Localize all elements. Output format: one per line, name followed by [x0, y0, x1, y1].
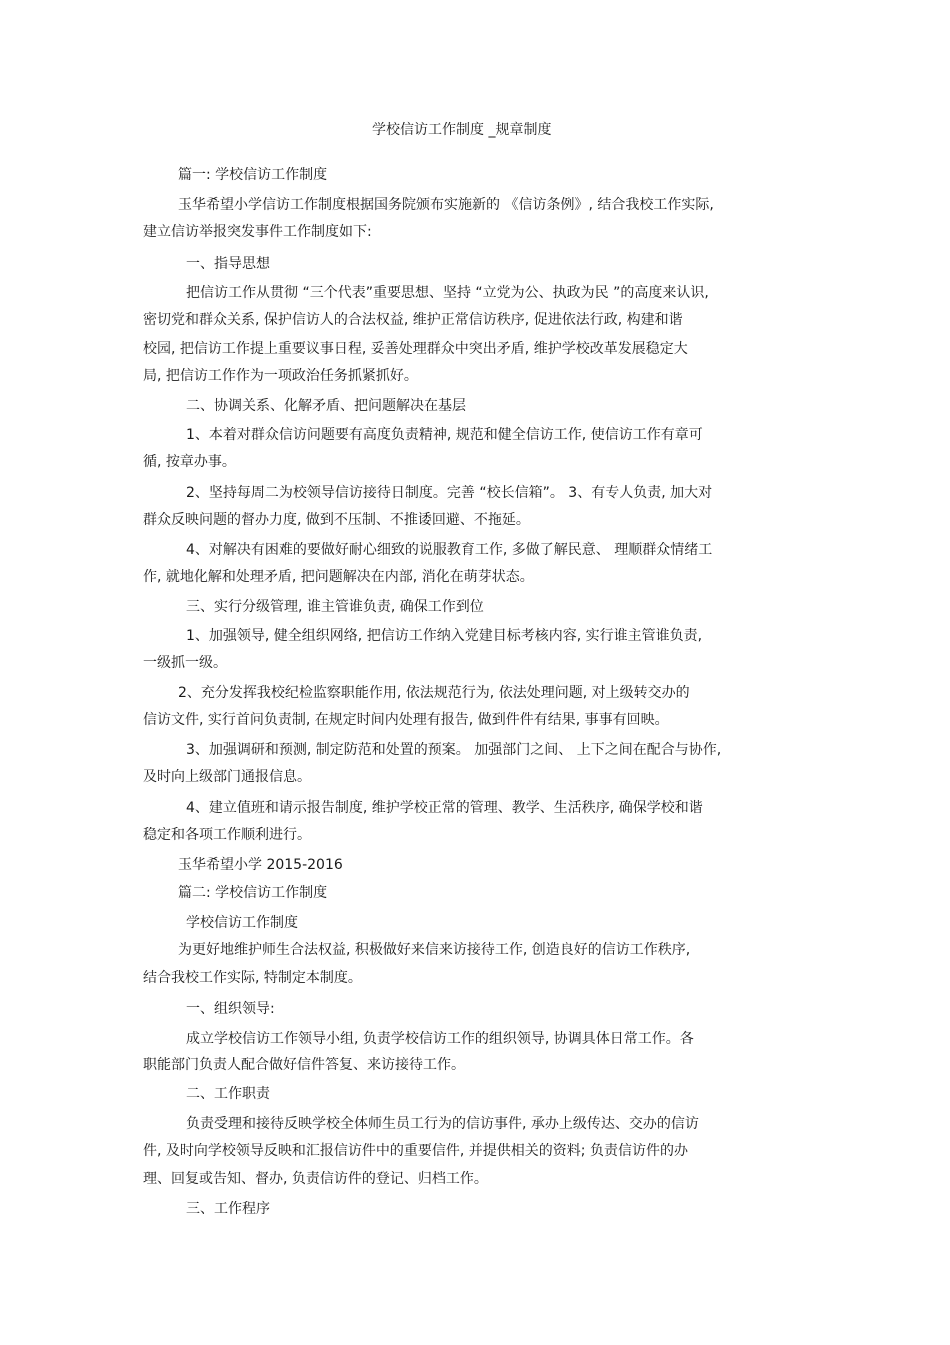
- part2-section2-line-3: 理、回复或告知、督办, 负责信访件的登记、归档工作。: [143, 1171, 488, 1187]
- part2-section1-heading: 一、组织领导:: [186, 1001, 275, 1017]
- part1-section1-heading: 一、指导思想: [186, 256, 270, 272]
- part2-heading: 篇二: 学校信访工作制度: [178, 885, 328, 901]
- part2-section2-line-1: 负责受理和接待反映学校全体师生员工行为的信访事件, 承办上级传达、交办的信访: [186, 1116, 699, 1132]
- part1-section1-line-4: 局, 把信访工作作为一项政治任务抓紧抓好。: [143, 368, 418, 384]
- part2-section1-line-1: 成立学校信访工作领导小组, 负责学校信访工作的组织领导, 协调具体日常工作。各: [186, 1031, 694, 1047]
- part1-section1-line-3: 校园, 把信访工作提上重要议事日程, 妥善处理群众中突出矛盾, 维护学校改革发展稳定大: [143, 341, 688, 357]
- part1-section3-item3-line-1: 3、加强调研和预测, 制定防范和处置的预案。 加强部门之间、 上下之间在配合与协作,: [186, 742, 722, 758]
- part1-section3-heading: 三、实行分级管理, 谁主管谁负责, 确保工作到位: [186, 599, 484, 615]
- part1-intro-line-1: 玉华希望小学信访工作制度根据国务院颁布实施新的 《信访条例》, 结合我校工作实际,: [178, 197, 714, 213]
- part1-section2-heading: 二、协调关系、化解矛盾、把问题解决在基层: [186, 398, 466, 414]
- part1-section3-item1-line-2: 一级抓一级。: [143, 655, 227, 671]
- part1-intro-line-2: 建立信访举报突发事件工作制度如下:: [143, 224, 372, 240]
- part2-intro-line-1: 为更好地维护师生合法权益, 积极做好来信来访接待工作, 创造良好的信访工作秩序,: [178, 942, 691, 958]
- part1-heading: 篇一: 学校信访工作制度: [178, 167, 328, 183]
- part1-section1-line-1: 把信访工作从贯彻 “三个代表”重要思想、坚持 “立党为公、执政为民 ”的高度来认识,: [186, 285, 709, 301]
- part1-section3-item1-line-1: 1、加强领导, 健全组织网络, 把信访工作纳入党建目标考核内容, 实行谁主管谁负责,: [186, 628, 703, 644]
- part1-section3-item4-line-1: 4、建立值班和请示报告制度, 维护学校正常的管理、教学、生活秩序, 确保学校和谐: [186, 800, 703, 816]
- part1-section2-item3-line-2: 作, 就地化解和处理矛盾, 把问题解决在内部, 消化在萌芽状态。: [143, 569, 534, 585]
- part1-section2-item1-line-1: 1、本着对群众信访问题要有高度负责精神, 规范和健全信访工作, 使信访工作有章可: [186, 427, 703, 443]
- part2-section3-heading: 三、工作程序: [186, 1201, 270, 1217]
- part2-section2-heading: 二、工作职责: [186, 1086, 270, 1102]
- part1-section3-item2-line-1: 2、充分发挥我校纪检监察职能作用, 依法规范行为, 依法处理问题, 对上级转交办的: [178, 685, 690, 701]
- part1-section2-item2-line-2: 群众反映问题的督办力度, 做到不压制、不推诿回避、不拖延。: [143, 512, 530, 528]
- part1-section3-item2-line-2: 信访文件, 实行首问负责制, 在规定时间内处理有报告, 做到件件有结果, 事事有回映。: [143, 712, 669, 728]
- part2-section1-line-2: 职能部门负责人配合做好信件答复、来访接待工作。: [143, 1057, 465, 1073]
- part1-section1-line-2: 密切党和群众关系, 保护信访人的合法权益, 维护正常信访秩序, 促进依法行政, 构建和谐: [143, 312, 683, 328]
- part2-subtitle: 学校信访工作制度: [186, 915, 298, 931]
- part1-section2-item2-line-1: 2、坚持每周二为校领导信访接待日制度。完善 “校长信箱”。 3、有专人负责, 加大对: [186, 485, 713, 501]
- page-title: 学校信访工作制度 _规章制度: [372, 122, 552, 138]
- part1-section3-item4-line-2: 稳定和各项工作顺利进行。: [143, 827, 311, 843]
- part2-section2-line-2: 件, 及时向学校领导反映和汇报信访件中的重要信件, 并提供相关的资料; 负责信访件的办: [143, 1143, 688, 1159]
- part1-section2-item3-line-1: 4、对解决有困难的要做好耐心细致的说服教育工作, 多做了解民意、 理顺群众情绪工: [186, 542, 713, 558]
- part2-intro-line-2: 结合我校工作实际, 特制定本制度。: [143, 970, 362, 986]
- part1-section2-item1-line-2: 循, 按章办事。: [143, 454, 236, 470]
- part1-section3-item3-line-2: 及时向上级部门通报信息。: [143, 769, 311, 785]
- part1-signature: 玉华希望小学 2015-2016: [178, 857, 343, 873]
